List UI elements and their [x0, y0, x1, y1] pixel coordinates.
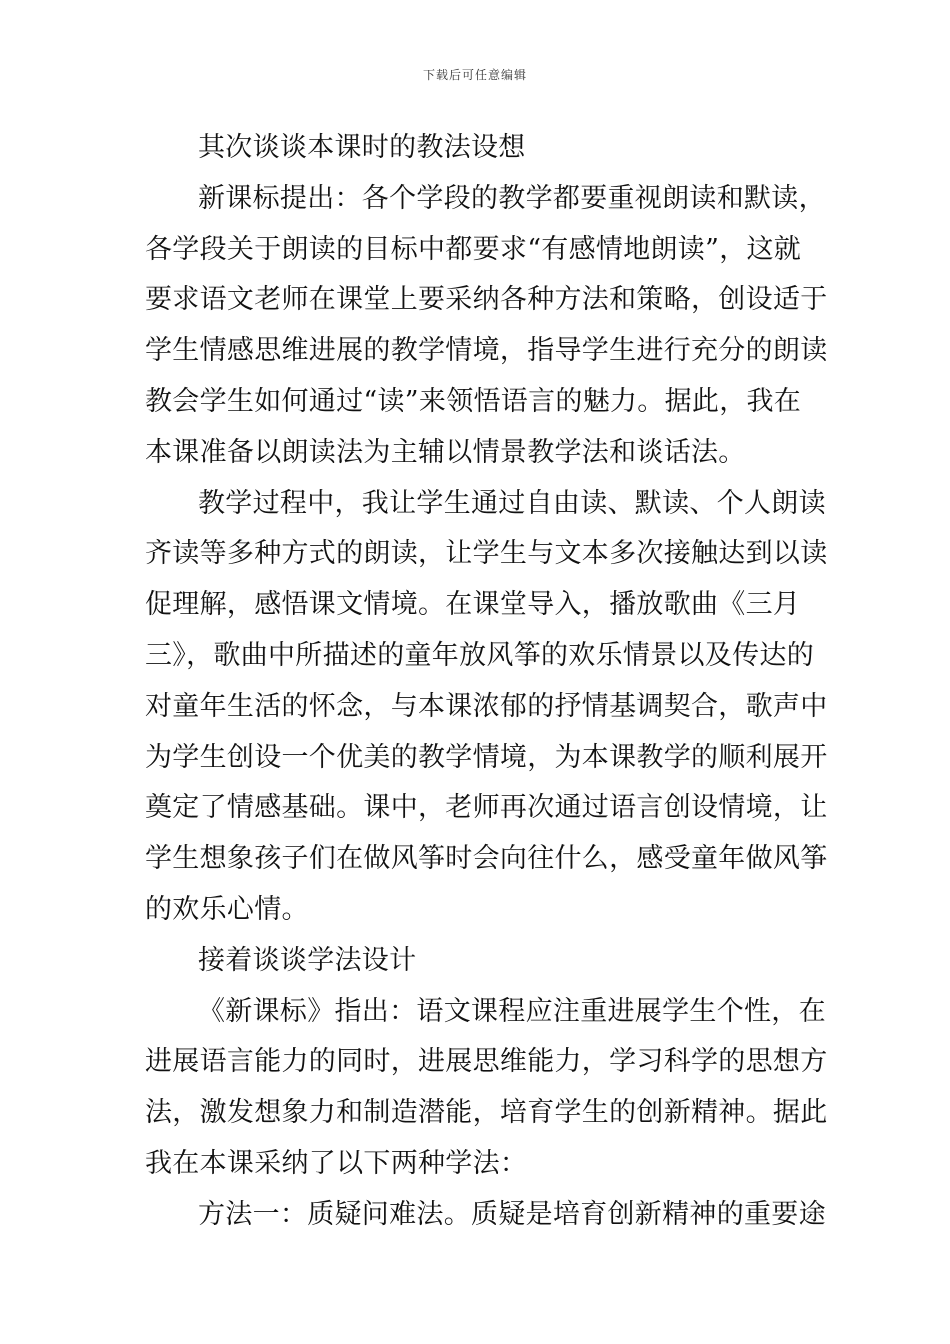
text-line: 法，激发想象力和制造潜能，培育学生的创新精神。据此: [145, 1097, 828, 1129]
text-line: 其次谈谈本课时的教法设想: [198, 132, 526, 163]
header-note: 下载后可任意编辑: [422, 68, 527, 82]
text-line: 奠定了情感基础。课中，老师再次通过语言创设情境，让: [145, 792, 828, 824]
text-line: 进展语言能力的同时，进展思维能力，学习科学的思想方: [145, 1046, 828, 1078]
text-line: 教学过程中，我让学生通过自由读、默读、个人朗读: [198, 487, 826, 519]
text-line: 教会学生如何通过“读”来领悟语言的魅力。据此，我在: [145, 385, 802, 417]
text-line: 促理解，感悟课文情境。在课堂导入，播放歌曲《三月: [145, 589, 801, 621]
text-line: 学生情感思维进展的教学情境，指导学生进行充分的朗读: [145, 335, 828, 367]
text-line: 对童年生活的怀念，与本课浓郁的抒情基调契合，歌声中: [145, 690, 828, 722]
document-body: [145, 123, 828, 1241]
text-line: 我在本课采纳了以下两种学法：: [145, 1147, 528, 1179]
text-line: 要求语文老师在课堂上要采纳各种方法和策略，创设适于: [145, 284, 828, 316]
text-line: 的欢乐心情。: [145, 893, 309, 925]
text-line: 《新课标》指出：语文课程应注重进展学生个性，在: [198, 995, 826, 1027]
text-line: 为学生创设一个优美的教学情境，为本课教学的顺利展开: [145, 741, 828, 773]
text-line: 新课标提出：各个学段的教学都要重视朗读和默读，: [198, 182, 826, 214]
text-line: 方法一：质疑问难法。质疑是培育创新精神的重要途: [198, 1198, 826, 1230]
text-line: 本课准备以朗读法为主辅以情景教学法和谈话法。: [145, 436, 746, 468]
text-line: 各学段关于朗读的目标中都要求“有感情地朗读”，这就: [145, 233, 802, 265]
text-line: 齐读等多种方式的朗读，让学生与文本多次接触达到以读: [145, 538, 828, 570]
text-line: 学生想象孩子们在做风筝时会向往什么，感受童年做风筝: [145, 843, 828, 875]
text-line: 接着谈谈学法设计: [198, 944, 417, 976]
text-line: 三》，歌曲中所描述的童年放风筝的欢乐情景以及传达的: [145, 639, 814, 671]
